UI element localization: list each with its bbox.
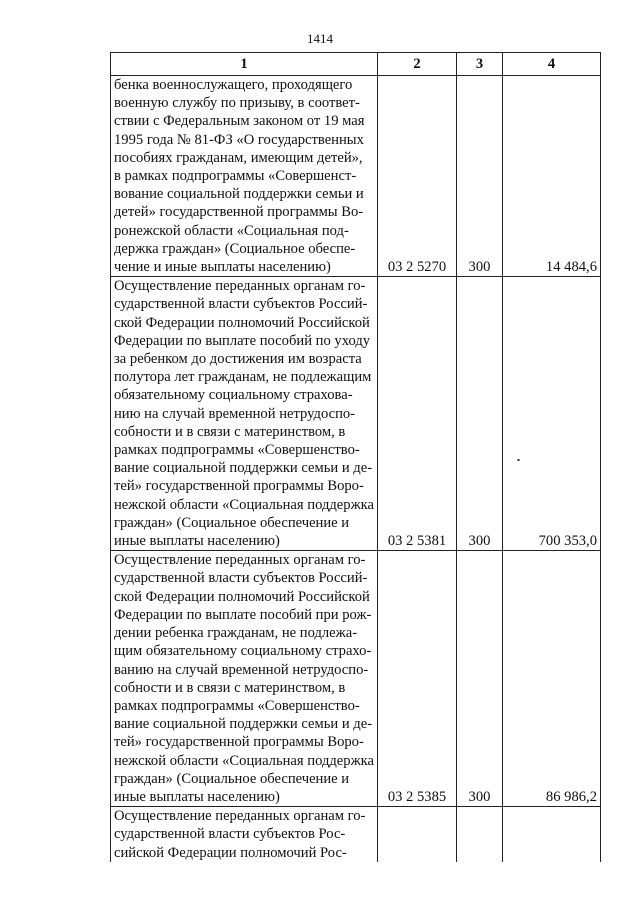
row-amount: 86 986,2 xyxy=(503,551,601,807)
row-code xyxy=(378,807,457,862)
page-number: 1414 xyxy=(307,31,333,46)
budget-table xyxy=(110,52,601,862)
row-amount xyxy=(503,807,601,862)
column-header-4: 4 xyxy=(503,53,601,76)
scan-speck xyxy=(517,459,520,461)
table-row xyxy=(111,551,601,807)
row-type: 300 xyxy=(457,277,503,551)
row-description: бенка военнослужащего, проходящего военную службу по призыву, в соответ- ствии с Федеральным законом от 19 мая 1995 года № 81-ФЗ «О государственных пособиях гражданам, имеющим детей», в рамках подпрограммы «Совершенст- вование социальной поддержки семьи и детей» государственной программы Во- ронежской области «Социальная под- держка граждан» (Социальное обеспе- чение и иные выплаты населению) xyxy=(111,76,378,277)
row-description: Осуществление переданных органам го- сударственной власти субъектов Рос- сийской Федерации полномочий Рос- xyxy=(111,807,378,862)
row-description: Осуществление переданных органам го- сударственной власти субъектов Россий- ской Федерации полномочий Российской Федерации по выплате пособий по уходу за ребенком до достижения им возраста полутора лет гражданам, не подлежащим обязательному социальному страхова- нию на случай временной нетрудоспо- собности и в связи с материнством, в рамках подпрограммы «Совершенство- вание социальной поддержки семьи и де- тей» государственной программы Воро- нежской области «Социальная поддержка граждан» (Социальное обеспечение и иные выплаты населению) xyxy=(111,277,378,551)
row-type: 300 xyxy=(457,76,503,277)
table-row xyxy=(111,277,601,551)
table-row xyxy=(111,76,601,277)
row-type: 300 xyxy=(457,551,503,807)
column-header-1: 1 xyxy=(111,53,378,76)
row-type xyxy=(457,807,503,862)
row-code: 03 2 5381 xyxy=(378,277,457,551)
column-header-2: 2 xyxy=(378,53,457,76)
row-code: 03 2 5270 xyxy=(378,76,457,277)
row-code: 03 2 5385 xyxy=(378,551,457,807)
row-amount: 14 484,6 xyxy=(503,76,601,277)
column-header-3: 3 xyxy=(457,53,503,76)
row-amount: 700 353,0 xyxy=(503,277,601,551)
table-header-row xyxy=(111,53,601,76)
table-row xyxy=(111,807,601,862)
row-description: Осуществление переданных органам го- сударственной власти субъектов Россий- ской Федерации полномочий Российской Федерации по выплате пособий при рож- дении ребенка гражданам, не подлежа- щим обязательному социальному страхо- ванию на случай временной нетрудоспо- собности и в связи с материнством, в рамках подпрограммы «Совершенство- вание социальной поддержки семьи и де- тей» государственной программы Воро- нежской области «Социальная поддержка граждан» (Социальное обеспечение и иные выплаты населению) xyxy=(111,551,378,807)
